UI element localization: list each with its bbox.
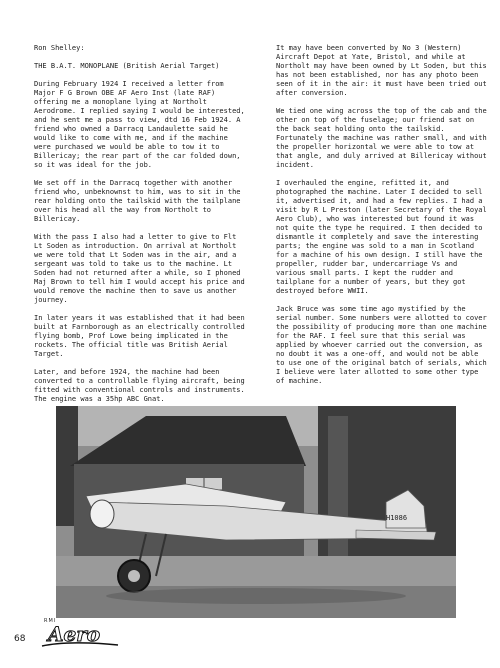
author-name: Ron Shelley:	[34, 44, 85, 52]
right-column	[276, 44, 490, 395]
article-heading: THE B.A.T. MONOPLANE (British Aerial Target)	[34, 62, 220, 70]
serial-marking: H1086	[386, 514, 408, 522]
paragraph: Jack Bruce was some time ago mystified by the serial number. Some numbers were allotted to cover the possibility of producing more than one machine for the RAF. I feel sure that this serial was applied by whoever carried out the conversion, as no doubt it was a one-off, and would not be able to use one of the original batch of serials, which I believe were later allotted to some other type of machine.	[276, 305, 487, 385]
paragraph: It may have been converted by No 3 (Western) Aircraft Depot at Yate, Bristol, and while at Northolt may have been owned by Lt Soden, but this has not been established, nor has any photo been seen of it in the air: it must have been tried out after conversion.	[276, 44, 487, 97]
magazine-logo	[40, 618, 120, 652]
left-column	[34, 44, 248, 413]
paragraph: In later years it was established that it had been built at Farnborough as an electrically controlled flying bomb, Prof Lowe being implicated in the rockets. The official title was British Aerial Target.	[34, 314, 245, 358]
logo-swoosh-icon	[40, 640, 120, 650]
paragraph: Later, and before 1924, the machine had been converted to a controllable flying aircraft, being fitted with conventional controls and instruments. The engine was a 35hp ABC Gnat.	[34, 368, 245, 403]
page-footer	[14, 614, 494, 654]
paragraph: We set off in the Darracq together with another friend who, unbeknownst to him, was to sit in the rear holding onto the tailskid with the tailplane over his head all the way from Northolt to Billericay.	[34, 179, 241, 223]
page-number: 68	[14, 634, 26, 644]
logo-title: Aero	[48, 622, 101, 646]
paragraph: With the pass I also had a letter to give to Flt Lt Soden as introduction. On arrival at Northolt we were told that Lt Soden was in the air, and a sergeant was told to take us to the machine. Lt Soden had not returned after a while, so I phoned Maj Brown to tell him I would accept his price and would remove the machine then to save us another journey.	[34, 233, 245, 304]
paragraph: I overhauled the engine, refitted it, and photographed the machine. Later I decided to sell it, advertised it, and had a few replies. I had a visit by R L Preston (later Secretary of the Royal Aero Club), who was interested but found it was not quite the type he required. I then decided to dismantle it completely and save the interesting parts; the engine was sold to a man in Scotland for a machine of his own design. I still have the propeller, rudder bar, undercarriage Vs and various small parts. I kept the rudder and tailplane for a number of years, but they got destroyed before WWII.	[276, 179, 487, 295]
paragraph: During February 1924 I received a letter from Major F G Brown OBE AF Aero Inst (late RAF) offering me a monoplane lying at Northolt Aerodrome. I replied saying I would be interested, and he sent me a pass to view, dtd 16 Feb 1924. A friend who owned a Darracq Landaulette said he would like to come with me, and if the machine were purchased we would be able to tow it to Billericay; the rear part of the car folded down, so it was ideal for the job.	[34, 80, 245, 169]
monoplane-photo	[56, 406, 456, 618]
monoplane-photo-drawing	[56, 406, 456, 618]
logo-prefix: RMI	[44, 618, 57, 624]
paragraph: We tied one wing across the top of the cab and the other on top of the fuselage; our friend sat on the back seat holding onto the tailskid. Fortunately the machine was rather small, and with the propeller horizontal we were able to tow at that angle, and duly arrived at Billericay without incident.	[276, 107, 487, 169]
